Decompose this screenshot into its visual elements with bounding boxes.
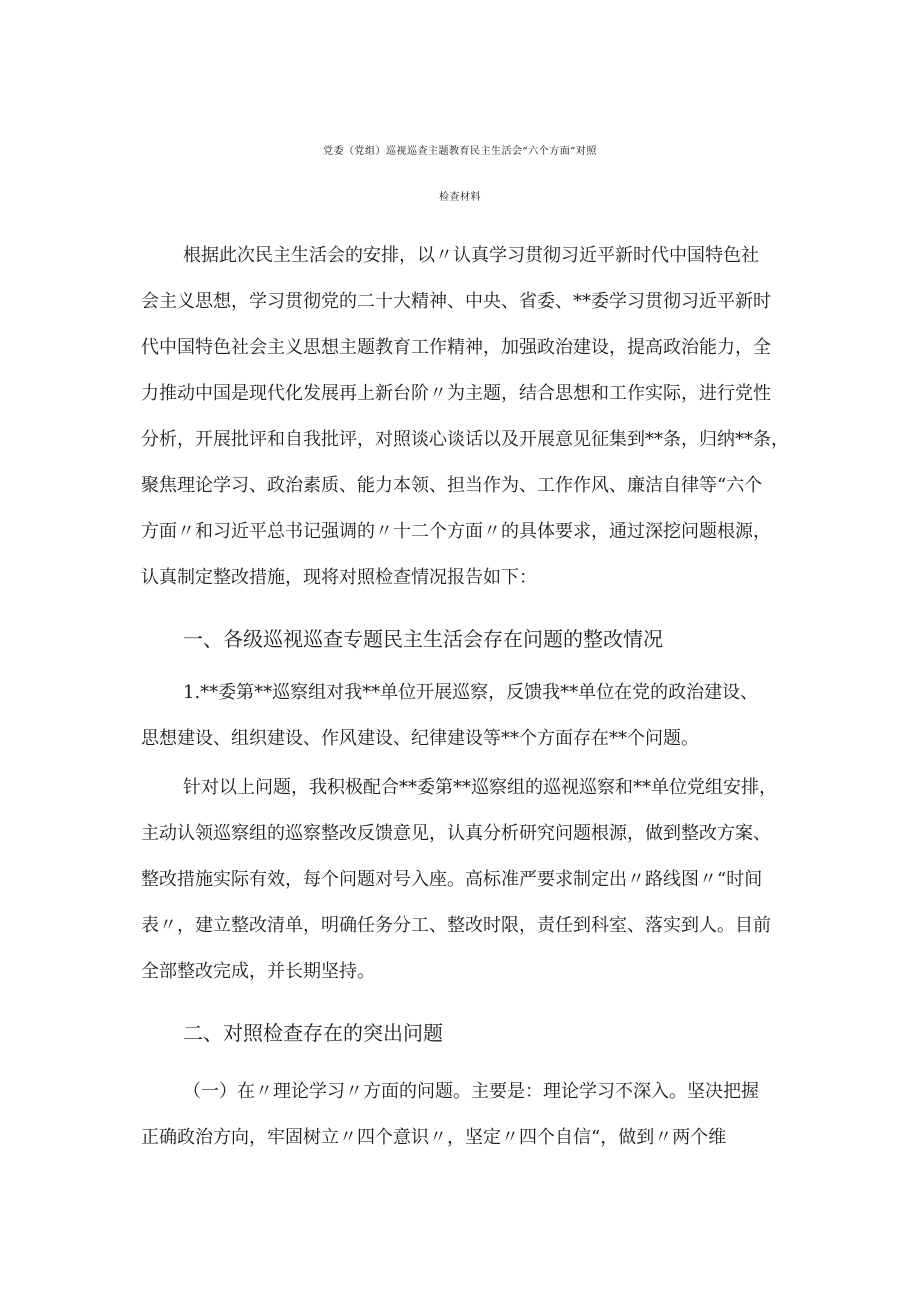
intro-line: 力推动中国是现代化发展再上新台阶〃为主题，结合思想和工作实际，进行党性 [141,383,771,404]
para-2-line: 表〃，建立整改清单，明确任务分工、整改时限，责任到科室、落实到人。目前 [141,915,771,936]
document-title-line-2: 检查材料 [439,192,481,203]
intro-line: 分析，开展批评和自我批评，对照谈心谈话以及开展意见征集到**条，归纳**条， [141,429,789,450]
item-1-line: 1.**委第**巡察组对我**单位开展巡察，反馈我**单位在党的政治建设、 [183,682,759,703]
para-2-line: 主动认领巡察组的巡察整改反馈意见，认真分析研究问题根源，做到整改方案、 [141,823,771,844]
intro-line: 聚焦理论学习、政治素质、能力本领、担当作为、工作作风、廉洁自律等“六个 [141,475,763,496]
para-2-line: 针对以上问题，我积极配合**委第**巡察组的巡视巡察和**单位党组安排， [183,777,777,798]
sub-1-line: （一）在〃理论学习〃方面的问题。主要是：理论学习不深入。坚决把握 [183,1081,759,1102]
intro-line: 方面〃和习近平总书记强调的〃十二个方面〃的具体要求，通过深挖问题根源， [141,521,771,542]
section-2-heading: 二、对照检查存在的突出问题 [183,1021,443,1045]
document-title-line-1: 党委（党组）巡视巡查主题教育民主生活会“六个方面”对照 [323,146,597,157]
item-1-line: 思想建设、组织建设、作风建设、纪律建设等**个方面存在**个问题。 [141,728,699,749]
para-2-line: 整改措施实际有效，每个问题对号入座。高标准严要求制定出〃路线图〃“时间 [141,869,763,890]
sub-1-line: 正确政治方向，牢固树立〃四个意识〃，坚定〃四个自信“，做到〃两个维 [141,1127,727,1148]
intro-line: 代中国特色社会主义思想主题教育工作精神，加强政治建设，提高政治能力，全 [141,337,771,358]
section-1-heading: 一、各级巡视巡查专题民主生活会存在问题的整改情况 [183,627,663,651]
intro-line: 会主义思想，学习贯彻党的二十大精神、中央、省委、**委学习贯彻习近平新时 [141,291,771,312]
intro-line: 认真制定整改措施，现将对照检查情况报告如下： [141,567,537,588]
intro-line: 根据此次民主生活会的安排，以〃认真学习贯彻习近平新时代中国特色社 [183,245,759,266]
para-2-line: 全部整改完成，并长期坚持。 [141,961,375,982]
